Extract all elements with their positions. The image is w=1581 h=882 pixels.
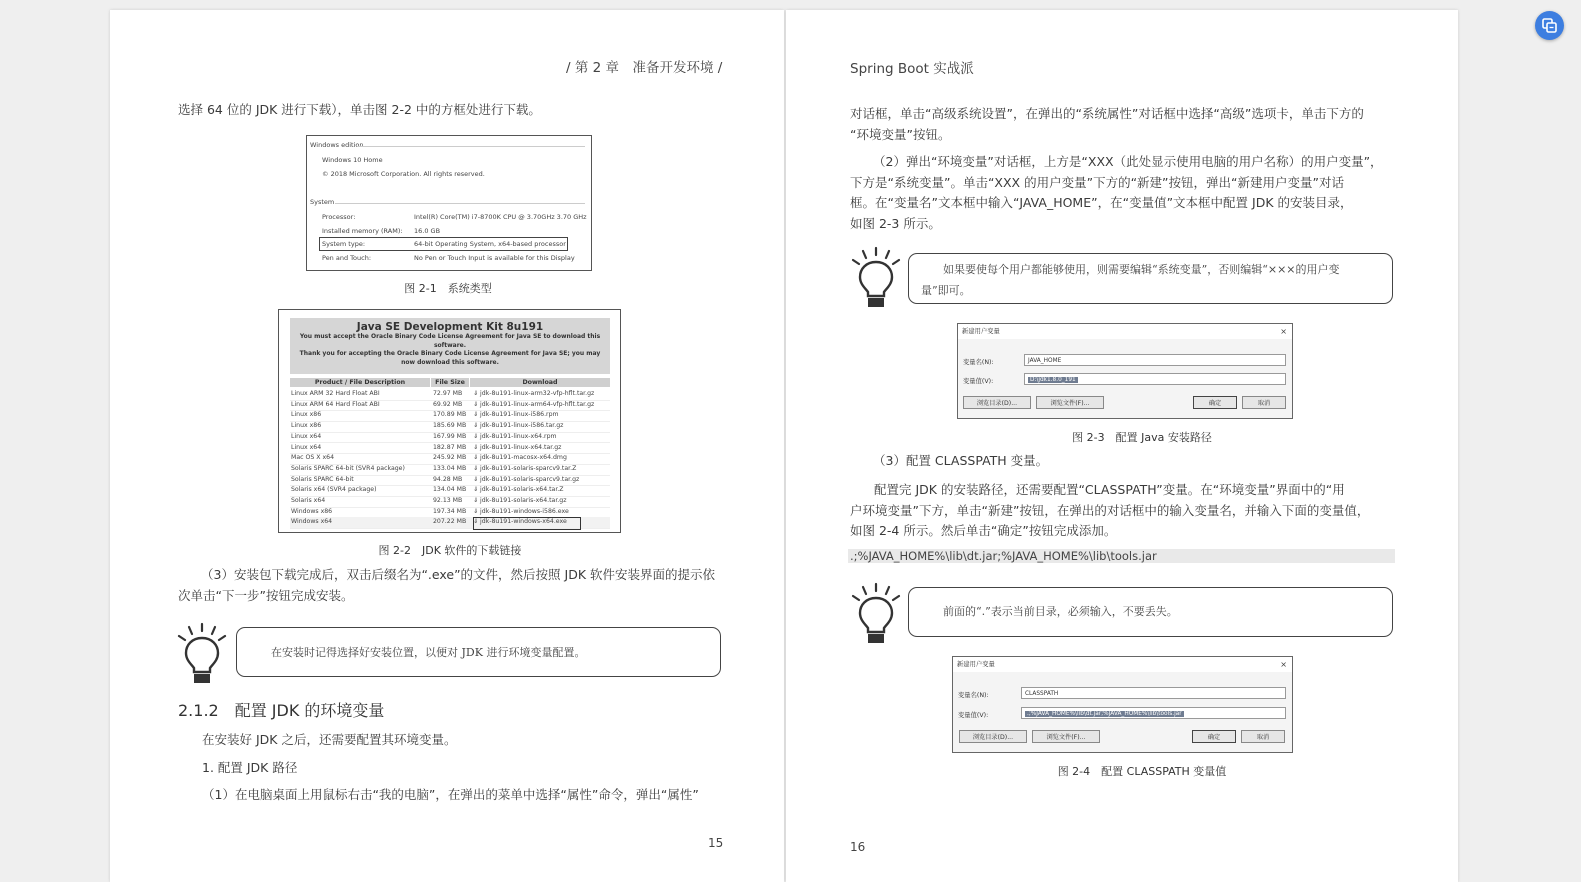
download-icon: ⇓: [473, 475, 479, 483]
download-icon: ⇓: [473, 422, 479, 430]
caption-fig-2-2: 图 2-2 JDK 软件的下载链接: [378, 544, 522, 557]
download-icon: ⇓: [473, 443, 479, 451]
download-link[interactable]: jdk-8u191-solaris-sparcv9.tar.Z: [480, 464, 577, 472]
p3-line3: 如图 2-4 所示。然后单击“确定”按钮完成添加。: [850, 523, 1117, 538]
size-cell: 133.04 MB: [433, 464, 467, 472]
dialog-new-user-variable-classpath: [952, 656, 1293, 753]
step3-line2: 次单击“下一步”按钮完成安装。: [178, 587, 354, 603]
p2-line1: （2）弹出“环境变量”对话框，上方是“XXX（此处显示使用电脑的用户名称）的用户变量”，: [873, 154, 1383, 169]
product-cell: Linux x64: [291, 443, 322, 451]
dialog-title: 新建用户变量: [958, 324, 1292, 339]
download-icon: ⇓: [473, 390, 479, 397]
download-link[interactable]: jdk-8u191-linux-arm64-vfp-hflt.tar.gz: [480, 400, 595, 408]
sys-key: Pen and Touch:: [322, 254, 372, 262]
tip1-line2: 量”即可。: [921, 284, 971, 297]
step3-line1: （3）安装包下载完成后，双击后缀名为“.exe”的文件，然后按照 JDK 软件安装界面的提示依: [201, 567, 716, 582]
system-title: System: [310, 198, 335, 206]
ok-button[interactable]: 确定: [1192, 730, 1236, 743]
copyright-text: © 2018 Microsoft Corporation. All rights reserved.: [322, 170, 485, 178]
sys-value: No Pen or Touch Input is available for this Display: [414, 254, 575, 262]
sys-key: System type:: [322, 240, 366, 248]
download-link[interactable]: jdk-8u191-solaris-sparcv9.tar.gz: [480, 475, 580, 483]
download-link[interactable]: jdk-8u191-solaris-x64.tar.Z: [480, 486, 564, 494]
p3-line2: 户环境变量”下方，单击“新建”按钮，在弹出的对话框中的输入变量名，并输入下面的变量值，: [850, 502, 1370, 518]
download-link[interactable]: jdk-8u191-macosx-x64.dmg: [480, 454, 567, 462]
sys-key: Installed memory (RAM):: [322, 227, 403, 235]
dialog-title: 新建用户变量: [953, 657, 1292, 672]
step1-paragraph: （1）在电脑桌面上用鼠标右击“我的电脑”，在弹出的菜单中选择“属性”命令，弹出“属性”: [202, 787, 699, 802]
product-cell: Mac OS X x64: [291, 454, 335, 462]
product-cell: Solaris x64 (SVR4 package): [291, 486, 377, 494]
browse-directory-button[interactable]: 浏览目录(D)...: [959, 730, 1027, 743]
size-cell: 92.13 MB: [433, 497, 463, 504]
product-cell: Linux ARM 32 Hard Float ABI: [291, 390, 380, 397]
p1-line2: “环境变量”按钮。: [850, 126, 951, 142]
download-icon: ⇓: [473, 507, 479, 515]
product-cell: Linux x64: [291, 432, 322, 440]
download-link[interactable]: jdk-8u191-linux-x64.rpm: [480, 432, 557, 440]
browse-directory-button[interactable]: 浏览目录(D)...: [963, 396, 1031, 409]
translate-button[interactable]: [1535, 11, 1564, 40]
caption-fig-2-4: 图 2-4 配置 CLASSPATH 变量值: [1057, 765, 1227, 778]
windows-x64-highlight-box: [473, 517, 581, 530]
close-icon[interactable]: ×: [1280, 327, 1287, 336]
translate-icon: [1535, 11, 1564, 40]
download-icon: ⇓: [473, 454, 479, 462]
size-cell: 134.04 MB: [433, 486, 467, 494]
jdk-license-note: You must accept the Oracle Binary Code License Agreement for Java SE to download this software.: [299, 333, 601, 349]
variable-name-label: 变量名(N):: [958, 692, 989, 699]
page-right: [786, 10, 1458, 882]
figure-jdk-download: [278, 309, 621, 533]
page-left: [110, 10, 784, 882]
variable-name-input[interactable]: JAVA_HOME: [1024, 354, 1286, 366]
size-cell: 207.22 MB: [433, 518, 467, 526]
p2-line2: 下方是“系统变量”。单击“XXX 的用户变量”下方的“新建”按钮，弹出“新建用户变量”对话: [850, 174, 1344, 190]
page-number-left: 15: [708, 836, 724, 850]
page-number-right: 16: [850, 840, 866, 854]
col-download: Download: [470, 378, 610, 387]
lightbulb-icon: [174, 622, 230, 688]
product-cell: Windows x64: [291, 518, 333, 526]
dialog-new-user-variable-java-home: [957, 323, 1293, 419]
size-cell: 245.92 MB: [433, 454, 467, 462]
p2-line3: 框。在“变量名”文本框中输入“JAVA_HOME”，在“变量值”文本框中配置 JDK 的安装目录，: [850, 195, 1353, 210]
classpath-code-block: .;%JAVA_HOME%\lib\dt.jar;%JAVA_HOME%\lib\tools.jar: [848, 549, 1395, 563]
download-link[interactable]: jdk-8u191-linux-i586.rpm: [480, 411, 559, 419]
product-cell: Linux x86: [291, 411, 322, 419]
variable-value-label: 变量值(V):: [963, 378, 994, 385]
cancel-button[interactable]: 取消: [1241, 730, 1285, 743]
sys-value: 64-bit Operating System, x64-based processor: [414, 240, 566, 248]
size-cell: 94.28 MB: [433, 475, 463, 483]
product-cell: Solaris SPARC 64-bit: [291, 475, 354, 483]
col-size: File Size: [431, 378, 469, 387]
book-header: Spring Boot 实战派: [850, 61, 974, 77]
edition-title: Windows edition: [310, 141, 364, 149]
download-link[interactable]: jdk-8u191-windows-i586.exe: [480, 507, 569, 515]
download-link[interactable]: jdk-8u191-linux-arm32-vfp-hflt.tar.gz: [480, 390, 595, 397]
jdk-title: Java SE Development Kit 8u191: [356, 321, 544, 333]
size-cell: 170.89 MB: [433, 411, 467, 419]
browse-file-button[interactable]: 浏览文件(F)...: [1036, 396, 1104, 409]
download-icon: ⇓: [473, 518, 479, 526]
p2-line4: 如图 2-3 所示。: [850, 215, 941, 231]
variable-value-label: 变量值(V):: [958, 712, 989, 719]
download-link[interactable]: jdk-8u191-linux-x64.tar.gz: [480, 443, 562, 451]
variable-value-selected: .;%JAVA_HOME%\lib\dt.jar;%JAVA_HOME%\lib\tools.jar: [1027, 711, 1182, 717]
p1-line1: 对话框，单击“高级系统设置”，在弹出的“系统属性”对话框中选择“高级”选项卡，单击下方的: [850, 106, 1364, 121]
figure-system-type: [306, 135, 592, 271]
variable-value-input[interactable]: [1024, 373, 1286, 385]
chapter-header: / 第 2 章 准备开发环境 /: [566, 60, 723, 76]
browse-file-button[interactable]: 浏览文件(F)...: [1032, 730, 1100, 743]
col-product: Product / File Description: [290, 378, 430, 387]
size-cell: 197.34 MB: [433, 507, 467, 515]
tip-box-install: 在安装时记得选择好安装位置，以便对 JDK 进行环境变量配置。: [236, 627, 721, 677]
lightbulb-icon: [848, 246, 904, 312]
download-icon: ⇓: [473, 486, 479, 494]
download-link[interactable]: jdk-8u191-windows-x64.exe: [480, 518, 567, 526]
size-cell: 69.92 MB: [433, 400, 463, 408]
variable-value-input[interactable]: [1021, 707, 1286, 719]
download-icon: ⇓: [473, 432, 479, 440]
close-icon[interactable]: ×: [1280, 660, 1287, 669]
section-intro: 在安装好 JDK 之后，还需要配置其环境变量。: [202, 732, 457, 747]
variable-value-selected: D:\jdk1.8.0_191: [1030, 377, 1076, 383]
size-cell: 185.69 MB: [433, 422, 467, 430]
download-icon: ⇓: [473, 464, 479, 472]
product-cell: Solaris SPARC 64-bit (SVR4 package): [291, 464, 405, 472]
variable-name-label: 变量名(N):: [963, 359, 994, 366]
caption-fig-2-3: 图 2-3 配置 Java 安装路径: [1072, 431, 1212, 444]
edition-name: Windows 10 Home: [322, 156, 383, 164]
intro-paragraph: 选择 64 位的 JDK 进行下载），单击图 2-2 中的方框处进行下载。: [178, 102, 541, 117]
download-link[interactable]: jdk-8u191-linux-i586.tar.gz: [480, 422, 564, 430]
download-icon: ⇓: [473, 411, 479, 419]
product-cell: Linux ARM 64 Hard Float ABI: [291, 400, 380, 408]
sys-value: Intel(R) Core(TM) i7-8700K CPU @ 3.70GHz 3.70 GHz: [414, 213, 587, 221]
product-cell: Solaris x64: [291, 497, 326, 504]
subheading-jdk-path: 1. 配置 JDK 路径: [202, 760, 298, 775]
size-cell: 167.99 MB: [433, 432, 467, 440]
sys-key: Processor:: [322, 213, 356, 221]
lightbulb-icon: [848, 582, 904, 648]
p1-paragraph: [850, 104, 1395, 145]
step3-heading: （3）配置 CLASSPATH 变量。: [873, 453, 1049, 468]
ok-button[interactable]: 确定: [1193, 396, 1237, 409]
product-cell: Windows x86: [291, 507, 333, 515]
product-cell: Linux x86: [291, 422, 322, 430]
step3-paragraph: [178, 565, 738, 606]
section-heading: 2.1.2 配置 JDK 的环境变量: [178, 701, 385, 720]
download-icon: ⇓: [473, 497, 479, 504]
download-link[interactable]: jdk-8u191-solaris-x64.tar.gz: [480, 497, 567, 504]
tip-box-user-variable: [908, 253, 1393, 304]
size-cell: 182.87 MB: [433, 443, 467, 451]
sys-value: 16.0 GB: [414, 227, 441, 235]
tip-box-current-dir: 前面的“.”表示当前目录，必须输入，不要丢失。: [908, 587, 1393, 637]
p2-paragraph: [850, 152, 1395, 234]
variable-name-input[interactable]: CLASSPATH: [1021, 687, 1286, 699]
p3-paragraph: [850, 480, 1395, 542]
cancel-button[interactable]: 取消: [1242, 396, 1286, 409]
p3-line1: 配置完 JDK 的安装路径，还需要配置“CLASSPATH”变量。在“环境变量”界面中的“用: [874, 482, 1345, 497]
jdk-download-header: [290, 318, 610, 374]
download-icon: ⇓: [473, 400, 479, 408]
tip1-line1: 如果要使每个用户都能够使用，则需要编辑“系统变量”，否则编辑“×××的用户变: [943, 263, 1340, 276]
size-cell: 72.97 MB: [433, 390, 463, 397]
jdk-license-thanks: Thank you for accepting the Oracle Binary Code License Agreement for Java SE; you may now download this software.: [299, 350, 601, 366]
caption-fig-2-1: 图 2-1 系统类型: [404, 282, 492, 295]
